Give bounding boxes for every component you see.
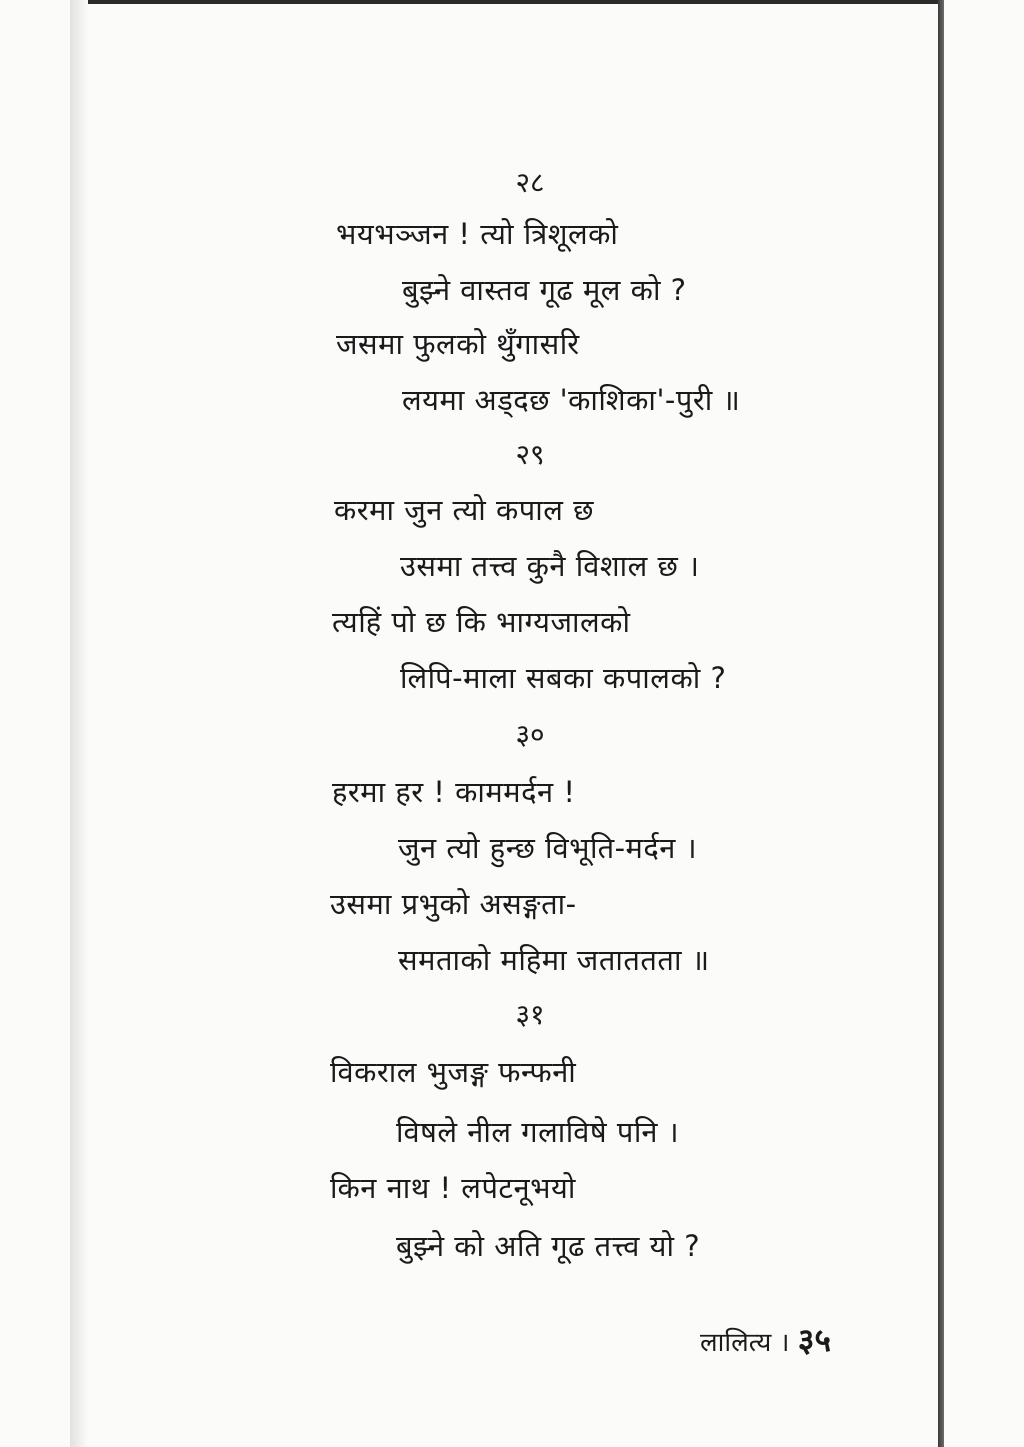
stanza-31-line-1: विकराल भुजङ्ग फन्फनी: [330, 1055, 577, 1089]
stanza-29-line-4: लिपि-माला सबका कपालको ?: [400, 661, 727, 695]
running-title: लालित्य: [700, 1328, 772, 1358]
stanza-28-line-3: जसमा फुलको थुँगासरि: [336, 327, 580, 361]
stanza-28-line-1: भयभञ्जन ! त्यो त्रिशूलको: [336, 217, 619, 251]
stanza-29-line-2: उसमा तत्त्व कुनै विशाल छ ।: [400, 549, 700, 583]
stanza-28-line-4: लयमा अड्दछ 'काशिका'-पुरी ॥: [402, 383, 741, 417]
stanza-30-line-4: समताको महिमा जताततता ॥: [398, 943, 710, 977]
page-right-edge: [938, 0, 944, 1447]
stanza-29-line-3: त्यहिं पो छ कि भाग्यजालको: [332, 605, 631, 639]
stanza-number-29: २९: [515, 438, 545, 471]
stanza-31-line-4: बुझ्ने को अति गूढ तत्त्व यो ?: [396, 1229, 701, 1263]
page-number: ३५: [797, 1321, 832, 1359]
stanza-29-line-1: करमा जुन त्यो कपाल छ: [334, 493, 594, 527]
stanza-28-line-2: बुझ्ने वास्तव गूढ मूल को ?: [402, 273, 687, 307]
stanza-31-line-2: विषले नील गलाविषे पनि ।: [396, 1115, 680, 1149]
stanza-number-28: २८: [515, 166, 545, 199]
stanza-number-31: ३१: [515, 998, 545, 1031]
stanza-30-line-2: जुन त्यो हुन्छ विभूति-मर्दन ।: [398, 831, 698, 865]
stanza-number-30: ३०: [515, 718, 545, 751]
stanza-30-line-1: हरमा हर ! काममर्दन !: [332, 775, 576, 809]
page-binding-shadow: [70, 0, 88, 1447]
page-footer: [700, 1320, 831, 1363]
footer-separator: ।: [779, 1328, 790, 1358]
page-top-edge: [88, 0, 944, 4]
stanza-31-line-3: किन नाथ ! लपेटनूभयो: [330, 1171, 576, 1205]
stanza-30-line-3: उसमा प्रभुको असङ्गता-: [330, 887, 577, 921]
